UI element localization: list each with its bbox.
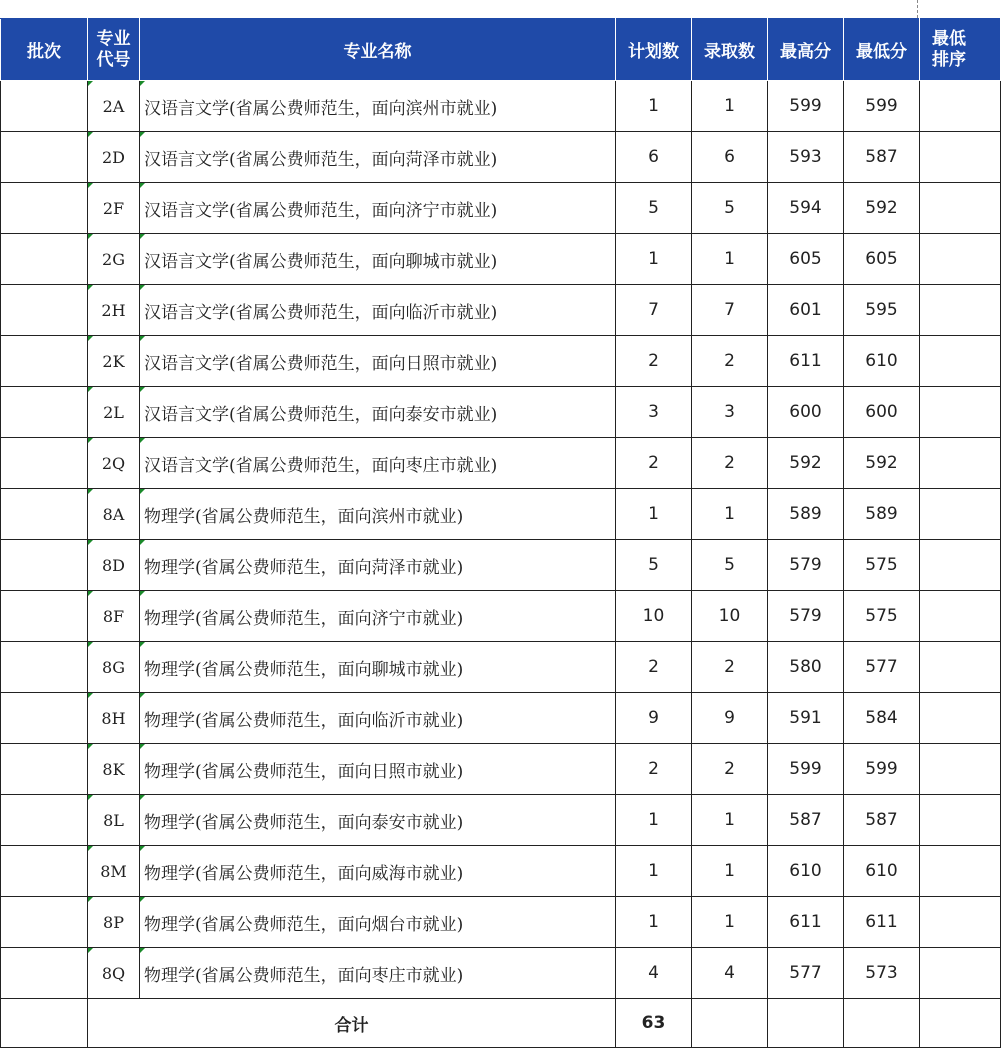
code-text: 2K (102, 351, 125, 371)
cell-marker-icon (88, 693, 93, 698)
admit-cell[interactable]: 2 (692, 438, 768, 489)
name-text: 物理学(省属公费师范生，面向威海市就业) (144, 863, 464, 884)
batch-cell[interactable] (1, 285, 88, 336)
table-row (1, 795, 1001, 846)
plan-cell[interactable]: 2 (616, 744, 692, 795)
cell-marker-icon (140, 183, 145, 188)
header-row (1, 19, 1001, 81)
table-row (1, 948, 1001, 999)
code-cell[interactable] (88, 591, 140, 642)
admission-table (0, 18, 1001, 1048)
code-text: 8Q (101, 963, 126, 983)
batch-cell[interactable] (1, 234, 88, 285)
max-cell[interactable]: 592 (768, 438, 844, 489)
min-cell[interactable]: 595 (844, 285, 920, 336)
cell-marker-icon (140, 897, 145, 902)
max-cell[interactable]: 610 (768, 846, 844, 897)
code-text: 8D (101, 555, 125, 575)
header-admit[interactable]: 录取数 (692, 19, 768, 81)
plan-cell[interactable]: 9 (616, 693, 692, 744)
plan-cell[interactable]: 4 (616, 948, 692, 999)
plan-cell[interactable]: 1 (616, 81, 692, 132)
min-cell[interactable]: 610 (844, 846, 920, 897)
cell-marker-icon (88, 489, 93, 494)
cell-marker-icon (140, 81, 145, 86)
plan-cell[interactable]: 1 (616, 234, 692, 285)
name-cell[interactable] (140, 489, 616, 540)
max-cell[interactable]: 599 (768, 81, 844, 132)
rank-cell[interactable] (920, 846, 1001, 897)
total-plan[interactable]: 63 (616, 999, 692, 1048)
plan-cell[interactable]: 2 (616, 438, 692, 489)
code-text: 8F (102, 606, 125, 626)
rank-cell[interactable] (920, 438, 1001, 489)
cell-marker-icon (88, 591, 93, 596)
code-text: 2L (103, 402, 124, 422)
cell-marker-icon (88, 132, 93, 137)
table-row (1, 489, 1001, 540)
cell-marker-icon (88, 387, 93, 392)
rank-cell[interactable] (920, 897, 1001, 948)
cell-marker-icon (140, 387, 145, 392)
cell-marker-icon (88, 795, 93, 800)
name-text: 物理学(省属公费师范生，面向临沂市就业) (144, 710, 464, 731)
header-rank[interactable] (920, 19, 1001, 81)
total-row (1, 999, 1001, 1048)
table-row (1, 438, 1001, 489)
code-cell[interactable] (88, 336, 140, 387)
min-cell[interactable]: 600 (844, 387, 920, 438)
code-text: 8L (103, 810, 124, 830)
admit-cell[interactable]: 5 (692, 540, 768, 591)
table-row (1, 336, 1001, 387)
code-text: 8M (100, 861, 127, 881)
plan-cell[interactable]: 2 (616, 336, 692, 387)
name-text: 物理学(省属公费师范生，面向菏泽市就业) (144, 557, 464, 578)
batch-cell[interactable] (1, 81, 88, 132)
cell-marker-icon (88, 438, 93, 443)
rank-cell[interactable] (920, 336, 1001, 387)
cell-marker-icon (140, 744, 145, 749)
total-admit-cell[interactable] (692, 999, 768, 1048)
name-cell[interactable] (140, 948, 616, 999)
code-cell[interactable] (88, 540, 140, 591)
name-cell[interactable] (140, 285, 616, 336)
cell-marker-icon (88, 183, 93, 188)
plan-cell[interactable]: 1 (616, 846, 692, 897)
table-row (1, 693, 1001, 744)
name-cell[interactable] (140, 591, 616, 642)
admit-cell[interactable]: 1 (692, 234, 768, 285)
batch-cell[interactable] (1, 438, 88, 489)
name-text: 物理学(省属公费师范生，面向泰安市就业) (144, 812, 464, 833)
cell-marker-icon (140, 948, 145, 953)
cell-marker-icon (140, 234, 145, 239)
batch-cell[interactable] (1, 591, 88, 642)
admit-cell[interactable]: 2 (692, 336, 768, 387)
min-cell[interactable]: 610 (844, 336, 920, 387)
name-text: 汉语言文学(省属公费师范生，面向枣庄市就业) (144, 455, 498, 476)
rank-cell[interactable] (920, 234, 1001, 285)
rank-cell[interactable] (920, 387, 1001, 438)
cell-marker-icon (88, 642, 93, 647)
total-label[interactable]: 合计 (88, 999, 616, 1048)
total-max-cell[interactable] (768, 999, 844, 1048)
max-cell[interactable]: 579 (768, 591, 844, 642)
header-max[interactable]: 最高分 (768, 19, 844, 81)
code-text: 8P (103, 912, 124, 932)
code-text: 8H (101, 708, 126, 728)
code-cell[interactable] (88, 693, 140, 744)
code-cell[interactable] (88, 81, 140, 132)
name-cell[interactable] (140, 183, 616, 234)
code-text: 8K (102, 759, 125, 779)
max-cell[interactable]: 587 (768, 795, 844, 846)
admit-cell[interactable]: 6 (692, 132, 768, 183)
max-cell[interactable]: 593 (768, 132, 844, 183)
min-cell[interactable]: 589 (844, 489, 920, 540)
code-cell[interactable] (88, 438, 140, 489)
plan-cell[interactable]: 6 (616, 132, 692, 183)
name-cell[interactable] (140, 744, 616, 795)
plan-cell[interactable]: 3 (616, 387, 692, 438)
admit-cell[interactable]: 1 (692, 897, 768, 948)
code-text: 2D (101, 147, 125, 167)
rank-cell[interactable] (920, 948, 1001, 999)
admit-cell[interactable]: 2 (692, 642, 768, 693)
code-text: 2Q (101, 453, 126, 473)
code-cell[interactable] (88, 846, 140, 897)
header-code-line1: 专业 (96, 28, 131, 49)
code-cell[interactable] (88, 183, 140, 234)
header-name[interactable]: 专业名称 (140, 19, 616, 81)
code-cell[interactable] (88, 387, 140, 438)
table-row (1, 744, 1001, 795)
rank-cell[interactable] (920, 642, 1001, 693)
total-min-cell[interactable] (844, 999, 920, 1048)
batch-cell[interactable] (1, 540, 88, 591)
cell-marker-icon (88, 948, 93, 953)
total-rank-cell[interactable] (920, 999, 1001, 1048)
name-cell[interactable] (140, 336, 616, 387)
max-cell[interactable]: 589 (768, 489, 844, 540)
name-text: 汉语言文学(省属公费师范生，面向聊城市就业) (144, 251, 498, 272)
rank-cell[interactable] (920, 183, 1001, 234)
rank-cell[interactable] (920, 795, 1001, 846)
max-cell[interactable]: 601 (768, 285, 844, 336)
name-cell[interactable] (140, 540, 616, 591)
batch-cell[interactable] (1, 795, 88, 846)
table-row (1, 132, 1001, 183)
batch-cell[interactable] (1, 948, 88, 999)
plan-cell[interactable]: 10 (616, 591, 692, 642)
name-cell[interactable] (140, 897, 616, 948)
name-text: 物理学(省属公费师范生，面向济宁市就业) (144, 608, 464, 629)
name-text: 汉语言文学(省属公费师范生，面向日照市就业) (144, 353, 498, 374)
cell-marker-icon (88, 897, 93, 902)
table-row (1, 234, 1001, 285)
rank-cell[interactable] (920, 81, 1001, 132)
plan-cell[interactable]: 1 (616, 489, 692, 540)
rank-cell[interactable] (920, 540, 1001, 591)
cell-marker-icon (140, 846, 145, 851)
name-text: 汉语言文学(省属公费师范生，面向菏泽市就业) (144, 149, 498, 170)
rank-cell[interactable] (920, 693, 1001, 744)
header-code[interactable] (88, 19, 140, 81)
plan-cell[interactable]: 7 (616, 285, 692, 336)
name-text: 汉语言文学(省属公费师范生，面向泰安市就业) (144, 404, 498, 425)
min-cell[interactable]: 605 (844, 234, 920, 285)
name-cell[interactable] (140, 132, 616, 183)
cell-marker-icon (140, 540, 145, 545)
total-batch-cell[interactable] (1, 999, 88, 1048)
min-cell[interactable]: 575 (844, 540, 920, 591)
max-cell[interactable]: 611 (768, 897, 844, 948)
code-text: 2A (102, 96, 125, 116)
name-cell[interactable] (140, 846, 616, 897)
plan-cell[interactable]: 1 (616, 897, 692, 948)
header-batch[interactable]: 批次 (1, 19, 88, 81)
code-cell[interactable] (88, 285, 140, 336)
table-row (1, 540, 1001, 591)
admit-cell[interactable]: 5 (692, 183, 768, 234)
name-cell[interactable] (140, 387, 616, 438)
admit-cell[interactable]: 9 (692, 693, 768, 744)
cell-marker-icon (140, 642, 145, 647)
cell-marker-icon (88, 285, 93, 290)
cell-marker-icon (88, 846, 93, 851)
batch-cell[interactable] (1, 387, 88, 438)
min-cell[interactable]: 584 (844, 693, 920, 744)
max-cell[interactable]: 594 (768, 183, 844, 234)
table-row (1, 81, 1001, 132)
name-text: 物理学(省属公费师范生，面向烟台市就业) (144, 914, 464, 935)
batch-cell[interactable] (1, 693, 88, 744)
rank-cell[interactable] (920, 591, 1001, 642)
name-cell[interactable] (140, 234, 616, 285)
table-row (1, 591, 1001, 642)
code-cell[interactable] (88, 132, 140, 183)
admit-cell[interactable]: 1 (692, 846, 768, 897)
min-cell[interactable]: 587 (844, 795, 920, 846)
max-cell[interactable]: 611 (768, 336, 844, 387)
name-cell[interactable] (140, 693, 616, 744)
min-cell[interactable]: 599 (844, 744, 920, 795)
plan-cell[interactable]: 2 (616, 642, 692, 693)
admit-cell[interactable]: 4 (692, 948, 768, 999)
min-cell[interactable]: 587 (844, 132, 920, 183)
max-cell[interactable]: 591 (768, 693, 844, 744)
batch-cell[interactable] (1, 642, 88, 693)
table-row (1, 846, 1001, 897)
header-rank-line1: 最低 (932, 28, 966, 49)
batch-cell[interactable] (1, 744, 88, 795)
max-cell[interactable]: 579 (768, 540, 844, 591)
code-cell[interactable] (88, 489, 140, 540)
code-cell[interactable] (88, 642, 140, 693)
cell-marker-icon (140, 795, 145, 800)
code-cell[interactable] (88, 744, 140, 795)
min-cell[interactable]: 573 (844, 948, 920, 999)
admit-cell[interactable]: 1 (692, 81, 768, 132)
plan-cell[interactable]: 5 (616, 183, 692, 234)
code-text: 8A (102, 504, 125, 524)
min-cell[interactable]: 592 (844, 183, 920, 234)
max-cell[interactable]: 599 (768, 744, 844, 795)
name-text: 物理学(省属公费师范生，面向日照市就业) (144, 761, 464, 782)
name-text: 物理学(省属公费师范生，面向枣庄市就业) (144, 965, 464, 986)
min-cell[interactable]: 599 (844, 81, 920, 132)
cell-marker-icon (140, 591, 145, 596)
rank-cell[interactable] (920, 285, 1001, 336)
cell-marker-icon (88, 744, 93, 749)
cell-marker-icon (140, 489, 145, 494)
admit-cell[interactable]: 3 (692, 387, 768, 438)
table-row (1, 642, 1001, 693)
plan-cell[interactable]: 1 (616, 795, 692, 846)
min-cell[interactable]: 575 (844, 591, 920, 642)
rank-cell[interactable] (920, 132, 1001, 183)
name-text: 物理学(省属公费师范生，面向滨州市就业) (144, 506, 464, 527)
admit-cell[interactable]: 2 (692, 744, 768, 795)
name-cell[interactable] (140, 795, 616, 846)
name-text: 物理学(省属公费师范生，面向聊城市就业) (144, 659, 464, 680)
page-break-line (917, 0, 918, 18)
name-text: 汉语言文学(省属公费师范生，面向临沂市就业) (144, 302, 498, 323)
cell-marker-icon (88, 234, 93, 239)
max-cell[interactable]: 577 (768, 948, 844, 999)
header-min[interactable]: 最低分 (844, 19, 920, 81)
min-cell[interactable]: 611 (844, 897, 920, 948)
cell-marker-icon (140, 336, 145, 341)
cell-marker-icon (140, 285, 145, 290)
batch-cell[interactable] (1, 489, 88, 540)
name-cell[interactable] (140, 81, 616, 132)
code-cell[interactable] (88, 948, 140, 999)
name-text: 汉语言文学(省属公费师范生，面向济宁市就业) (144, 200, 498, 221)
code-text: 8G (102, 657, 125, 677)
admit-cell[interactable]: 1 (692, 795, 768, 846)
table-row (1, 897, 1001, 948)
admit-cell[interactable]: 1 (692, 489, 768, 540)
code-text: 2F (102, 198, 125, 218)
min-cell[interactable]: 577 (844, 642, 920, 693)
max-cell[interactable]: 605 (768, 234, 844, 285)
code-cell[interactable] (88, 897, 140, 948)
cell-marker-icon (88, 540, 93, 545)
header-rank-line2: 排序 (932, 49, 966, 70)
plan-cell[interactable]: 5 (616, 540, 692, 591)
rank-cell[interactable] (920, 744, 1001, 795)
max-cell[interactable]: 580 (768, 642, 844, 693)
batch-cell[interactable] (1, 132, 88, 183)
batch-cell[interactable] (1, 846, 88, 897)
table-row (1, 387, 1001, 438)
code-cell[interactable] (88, 795, 140, 846)
cell-marker-icon (140, 132, 145, 137)
code-cell[interactable] (88, 234, 140, 285)
min-cell[interactable]: 592 (844, 438, 920, 489)
cell-marker-icon (140, 438, 145, 443)
batch-cell[interactable] (1, 336, 88, 387)
name-text: 汉语言文学(省属公费师范生，面向滨州市就业) (144, 98, 498, 119)
header-code-line2: 代号 (96, 49, 131, 70)
cell-marker-icon (88, 81, 93, 86)
header-plan[interactable]: 计划数 (616, 19, 692, 81)
code-text: 2G (102, 249, 125, 269)
rank-cell[interactable] (920, 489, 1001, 540)
admit-cell[interactable]: 10 (692, 591, 768, 642)
code-text: 2H (101, 300, 126, 320)
batch-cell[interactable] (1, 183, 88, 234)
table-row (1, 183, 1001, 234)
cell-marker-icon (88, 336, 93, 341)
name-cell[interactable] (140, 642, 616, 693)
max-cell[interactable]: 600 (768, 387, 844, 438)
table-row (1, 285, 1001, 336)
name-cell[interactable] (140, 438, 616, 489)
admit-cell[interactable]: 7 (692, 285, 768, 336)
batch-cell[interactable] (1, 897, 88, 948)
cell-marker-icon (140, 693, 145, 698)
